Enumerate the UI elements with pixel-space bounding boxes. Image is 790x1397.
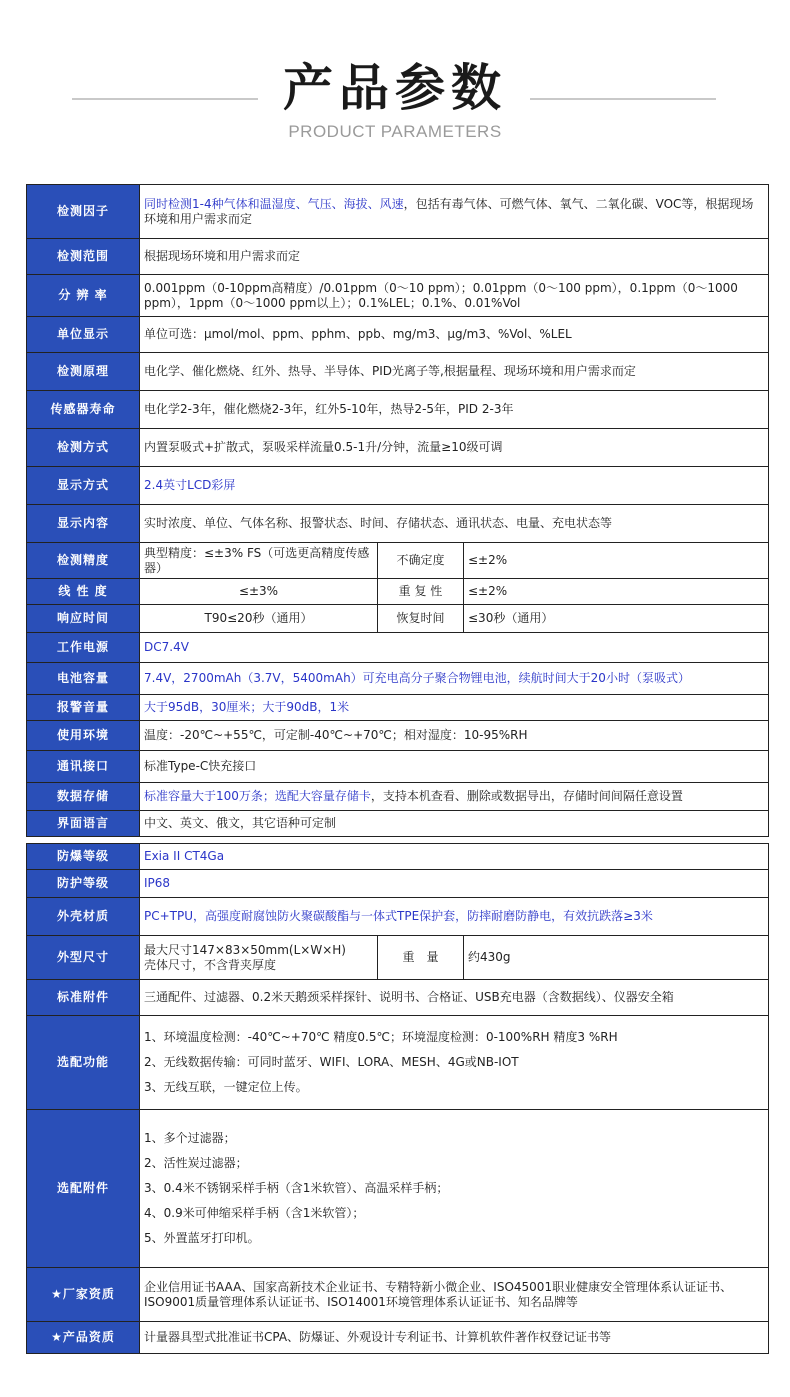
row-value: T90≤20秒（通用）	[140, 605, 378, 633]
row-label: ★产品资质	[27, 1322, 140, 1354]
row-value: 电化学、催化燃烧、红外、热导、半导体、PID光离子等,根据量程、现场环境和用户需求而定	[140, 353, 769, 391]
table-row	[27, 751, 769, 783]
table-row	[27, 543, 769, 579]
table-row	[27, 391, 769, 429]
row-value: 电化学2-3年，催化燃烧2-3年，红外5-10年，热导2-5年，PID 2-3年	[140, 391, 769, 429]
table-row	[27, 1110, 769, 1268]
list-item: 2、无线数据传输：可同时蓝牙、WIFI、LORA、MESH、4G或NB-IOT	[144, 1055, 519, 1069]
row-value: 实时浓度、单位、气体名称、报警状态、时间、存储状态、通讯状态、电量、充电状态等	[140, 505, 769, 543]
row-value: Exia II CT4Ga	[140, 844, 769, 870]
row-value-secondary: 约430g	[464, 936, 769, 980]
list-item: 1、多个过滤器；	[144, 1131, 236, 1145]
row-label: 选配附件	[27, 1110, 140, 1268]
title-divider-right	[530, 98, 716, 100]
table-row	[27, 663, 769, 695]
row-value	[140, 1110, 769, 1268]
row-value-secondary: ≤±2%	[464, 543, 769, 579]
table-row	[27, 275, 769, 317]
table-row	[27, 980, 769, 1016]
row-label: 选配功能	[27, 1016, 140, 1110]
row-label: 数据存储	[27, 783, 140, 811]
row-value	[140, 1016, 769, 1110]
row-value: 同时检测1-4种气体和温湿度、气压、海拔、风速，包括有毒气体、可燃气体、氧气、二氧化碳、VOC等，根据现场环境和用户需求而定	[140, 185, 769, 239]
table-row	[27, 936, 769, 980]
list-item: 5、外置蓝牙打印机。	[144, 1231, 260, 1245]
row-value-secondary: ≤30秒（通用）	[464, 605, 769, 633]
table-row	[27, 239, 769, 275]
row-label: 标准附件	[27, 980, 140, 1016]
row-value: 大于95dB，30厘米；大于90dB，1米	[140, 695, 769, 721]
row-value: 2.4英寸LCD彩屏	[140, 467, 769, 505]
row-value: PC+TPU，高强度耐腐蚀防火聚碳酸酯与一体式TPE保护套，防摔耐磨防静电，有效抗跌落≥3米	[140, 898, 769, 936]
row-label: 界面语言	[27, 811, 140, 837]
table-row	[27, 317, 769, 353]
row-value: 7.4V，2700mAh（3.7V，5400mAh）可充电高分子聚合物锂电池，续航时间大于20小时（泵吸式）	[140, 663, 769, 695]
table-row	[27, 844, 769, 870]
row-label: 显示内容	[27, 505, 140, 543]
list-item: 2、活性炭过滤器；	[144, 1156, 248, 1170]
row-value: ≤±3%	[140, 579, 378, 605]
page-header	[0, 0, 790, 180]
table-row	[27, 185, 769, 239]
table-row	[27, 1268, 769, 1322]
list-item: 1、环境温度检测：-40℃~+70℃ 精度0.5℃；环境湿度检测：0-100%RH 精度3 %RH	[144, 1030, 618, 1044]
page-subtitle: PRODUCT PARAMETERS	[288, 122, 502, 141]
row-label: 外型尺寸	[27, 936, 140, 980]
table-row	[27, 811, 769, 837]
row-label: 检测因子	[27, 185, 140, 239]
row-label: 传感器寿命	[27, 391, 140, 429]
row-value: 标准容量大于100万条；选配大容量存储卡，支持本机查看、删除或数据导出，存储时间间隔任意设置	[140, 783, 769, 811]
row-label: 分 辨 率	[27, 275, 140, 317]
table-gap	[27, 837, 769, 844]
row-label: 检测方式	[27, 429, 140, 467]
table-row	[27, 721, 769, 751]
table-row	[27, 467, 769, 505]
table-row	[27, 898, 769, 936]
row-value: 企业信用证书AAA、国家高新技术企业证书、专精特新小微企业、ISO45001职业健康安全管理体系认证证书、ISO9001质量管理体系认证证书、ISO14001环境管理体系认证证书、知名品牌等	[140, 1268, 769, 1322]
table-row	[27, 579, 769, 605]
table-row	[27, 429, 769, 467]
row-label: 工作电源	[27, 633, 140, 663]
row-label: 检测原理	[27, 353, 140, 391]
row-label: 检测范围	[27, 239, 140, 275]
row-label: 防护等级	[27, 870, 140, 898]
page-title: 产品参数	[283, 59, 507, 117]
row-value: 典型精度：≤±3% FS（可选更高精度传感器）	[140, 543, 378, 579]
row-value: 单位可选：μmol/mol、ppm、pphm、ppb、mg/m3、μg/m3、%Vol、%LEL	[140, 317, 769, 353]
list-item: 4、0.9米可伸缩采样手柄（含1米软管）；	[144, 1206, 365, 1220]
parameters-table	[26, 184, 769, 1354]
row-value: 最大尺寸147×83×50mm(L×W×H) 壳体尺寸，不含背夹厚度	[140, 936, 378, 980]
row-value: DC7.4V	[140, 633, 769, 663]
row-label-secondary: 重 复 性	[378, 579, 464, 605]
row-value: 计量器具型式批准证书CPA、防爆证、外观设计专利证书、计算机软件著作权登记证书等	[140, 1322, 769, 1354]
row-label: 线 性 度	[27, 579, 140, 605]
row-value: 中文、英文、俄文，其它语种可定制	[140, 811, 769, 837]
row-label: 通讯接口	[27, 751, 140, 783]
table-row	[27, 605, 769, 633]
row-label: 使用环境	[27, 721, 140, 751]
row-label: 显示方式	[27, 467, 140, 505]
table-row	[27, 783, 769, 811]
list-item: 3、无线互联，一键定位上传。	[144, 1080, 308, 1094]
row-value: 温度：-20℃~+55℃，可定制-40℃~+70℃；相对湿度：10-95%RH	[140, 721, 769, 751]
table-row	[27, 870, 769, 898]
row-value: 内置泵吸式+扩散式，泵吸采样流量0.5-1升/分钟，流量≥10级可调	[140, 429, 769, 467]
row-value: 三通配件、过滤器、0.2米天鹅颈采样探针、说明书、合格证、USB充电器（含数据线）、仪器安全箱	[140, 980, 769, 1016]
row-label-secondary: 重 量	[378, 936, 464, 980]
row-value: 0.001ppm（0-10ppm高精度）/0.01ppm（0～10 ppm）；0.01ppm（0～100 ppm），0.1ppm（0～1000 ppm），1ppm（0～1000 ppm以上）；0.1%LEL；0.1%、0.01%Vol	[140, 275, 769, 317]
row-label-secondary: 恢复时间	[378, 605, 464, 633]
table-row	[27, 633, 769, 663]
row-label: 防爆等级	[27, 844, 140, 870]
row-label: 外壳材质	[27, 898, 140, 936]
row-value-secondary: ≤±2%	[464, 579, 769, 605]
table-row	[27, 1016, 769, 1110]
row-label-secondary: 不确定度	[378, 543, 464, 579]
row-label: 检测精度	[27, 543, 140, 579]
row-label: 响应时间	[27, 605, 140, 633]
table-row	[27, 505, 769, 543]
row-label: ★厂家资质	[27, 1268, 140, 1322]
table-row	[27, 353, 769, 391]
table-row	[27, 695, 769, 721]
row-value: IP68	[140, 870, 769, 898]
row-label: 报警音量	[27, 695, 140, 721]
row-value: 标准Type-C快充接口	[140, 751, 769, 783]
row-value: 根据现场环境和用户需求而定	[140, 239, 769, 275]
row-label: 电池容量	[27, 663, 140, 695]
row-label: 单位显示	[27, 317, 140, 353]
table-row	[27, 1322, 769, 1354]
list-item: 3、0.4米不锈钢采样手柄（含1米软管）、高温采样手柄；	[144, 1181, 449, 1195]
